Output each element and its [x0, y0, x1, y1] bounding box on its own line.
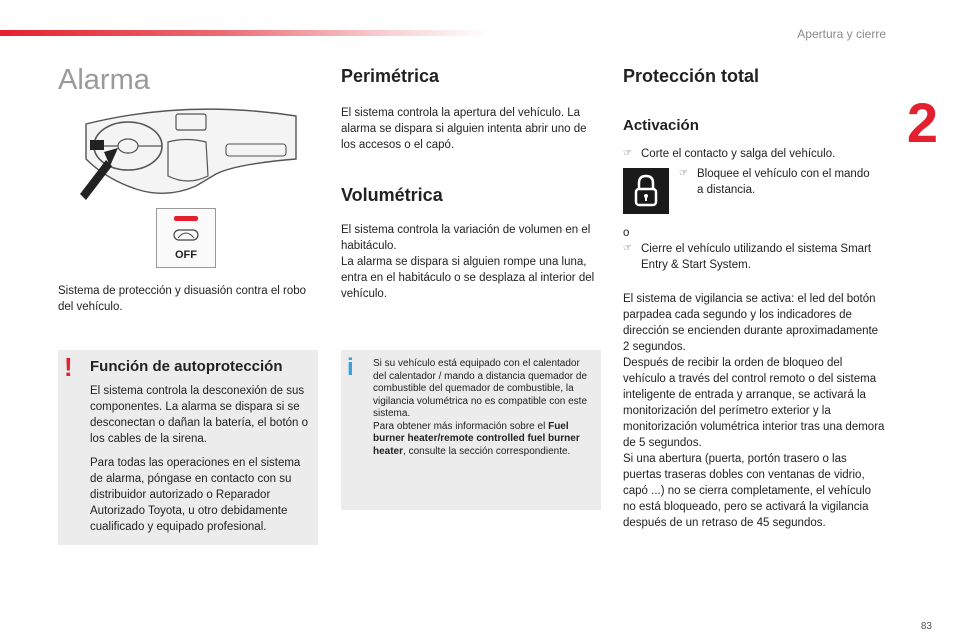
bullet-item: ☞ Corte el contacto y salga del vehículo. — [623, 148, 836, 160]
bullet-icon: ☞ — [679, 168, 688, 179]
section-header: Apertura y cierre — [797, 27, 886, 41]
middle-column — [341, 60, 603, 457]
warning-title: Función de autoprotección — [90, 358, 283, 375]
info-icon: i — [347, 354, 354, 381]
activacion-title: Activación — [623, 117, 699, 134]
paragraph: El sistema de vigilancia se activa: el led del botón parpadea cada segundo y los indicadores de dirección se encienden durante aproximadamente 2 segundos. — [623, 293, 879, 353]
chapter-number: 2 — [906, 91, 938, 154]
bullet-item: ☞ Bloquee el vehículo con el mando a distancia. — [679, 168, 870, 196]
info-text-bold: Fuel burner heater/remote controlled fuel burner heater — [373, 420, 580, 457]
header-accent-bar — [0, 30, 490, 36]
image-caption: Sistema de protección y disuasión contra el robo del vehículo. — [58, 285, 307, 313]
activation-description — [623, 291, 885, 531]
left-column — [58, 60, 320, 533]
page-number: 83 — [920, 621, 932, 632]
info-text-1: Si su vehículo está equipado con el calentador del calentador / mando a distancia quemador de combustible del quemador de combustible, la vigilancia volumétrica no es compatible con este sistema. — [373, 358, 588, 419]
volumetrica-text-1: El sistema controla la variación de volumen en el habitáculo. — [341, 224, 591, 252]
warning-icon: ! — [64, 352, 73, 382]
paragraph: Después de recibir la orden de bloqueo del vehículo a través del control remoto o del sistema inteligente de entrada y arranque, se activará la monitorización del perímetro exterior y la monitorización volumétrica interior tras una demora de 5 segundos. — [623, 357, 885, 449]
or-text: o — [623, 227, 630, 239]
warning-text-1: El sistema controla la desconexión de sus componentes. La alarma se dispara si se desconectan o dañan la batería, el botón o los cables de la sirena. — [90, 385, 309, 445]
off-label: OFF — [175, 249, 197, 261]
bullet-item: ☞ Cierre el vehículo utilizando el sistema Smart Entry & Start System. — [623, 243, 872, 271]
paragraph: Si una abertura (puerta, portón trasero o las puertas traseras dobles con ventanas de vidrio, capó ...) no se cierra completamente, el vehículo no está bloqueado, pero se activará la vigilancia después de un retraso de 45 segundos. — [623, 453, 872, 529]
volumetrica-title: Volumétrica — [341, 185, 443, 205]
warning-box — [58, 350, 318, 545]
info-text-3: , consulte la sección correspondiente. — [403, 445, 571, 457]
right-column — [623, 60, 888, 529]
info-text-2: Para obtener más información sobre el — [373, 420, 546, 432]
bullet-icon: ☞ — [623, 243, 632, 254]
bullet-icon: ☞ — [623, 148, 632, 159]
warning-text-2: Para todas las operaciones en el sistema de alarma, póngase en contacto con su distribuidor autorizado o Reparador Autorizado Toyota, u otro debidamente cualificado y equipado profesional. — [90, 457, 301, 533]
lock-key-icon — [623, 168, 669, 214]
alarm-off-button-illustration — [156, 208, 216, 268]
volumetrica-text-2: La alarma se dispara si alguien rompe una luna, entra en el habitáculo o se desplaza al interior del vehículo. — [341, 256, 595, 300]
info-box — [341, 350, 601, 510]
perimetrica-title: Perimétrica — [341, 66, 440, 86]
proteccion-total-title: Protección total — [623, 66, 760, 86]
perimetrica-text: El sistema controla la apertura del vehículo. La alarma se dispara si alguien intenta abrir uno de los accesos o el capó. — [341, 107, 587, 151]
page-title: Alarma — [58, 64, 150, 96]
